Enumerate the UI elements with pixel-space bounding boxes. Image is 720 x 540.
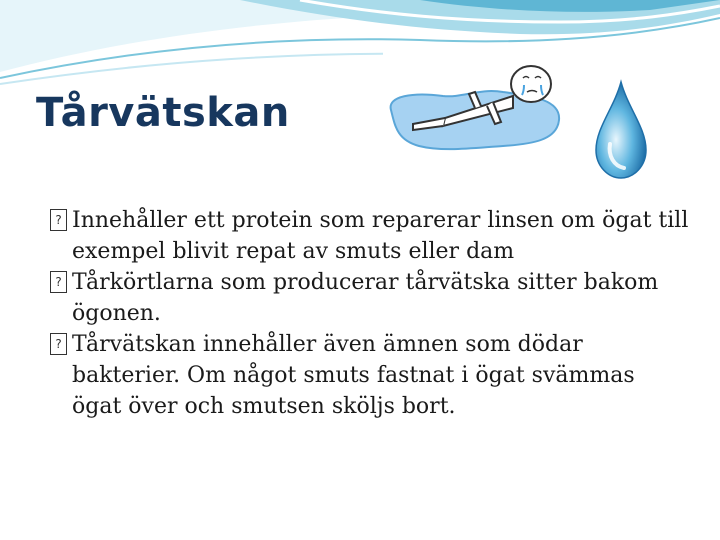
bullet-item bbox=[50, 267, 690, 329]
header-wave-decoration bbox=[0, 0, 720, 90]
bullet-text: Tårkörtlarna som producerar tårvätska sitter bakom ögonen. bbox=[72, 270, 659, 326]
bullet-text: Tårvätskan innehåller även ämnen som dödar bakterier. Om något smuts fastnat i ögat svämmas ögat över och smutsen sköljs bort. bbox=[72, 332, 635, 419]
bullet-item bbox=[50, 329, 690, 422]
bullet-marker: ? bbox=[50, 333, 67, 355]
bullet-item bbox=[50, 205, 690, 267]
figure-lying-in-tear-puddle bbox=[383, 48, 569, 166]
bullet-marker: ? bbox=[50, 209, 67, 231]
bullet-marker: ? bbox=[50, 271, 67, 293]
bullet-list bbox=[50, 205, 690, 422]
bullet-text: Innehåller ett protein som reparerar linsen om ögat till exempel blivit repat av smuts eller dam bbox=[72, 208, 689, 264]
slide-title: Tårvätskan bbox=[36, 90, 290, 136]
water-drop-icon bbox=[576, 78, 692, 184]
